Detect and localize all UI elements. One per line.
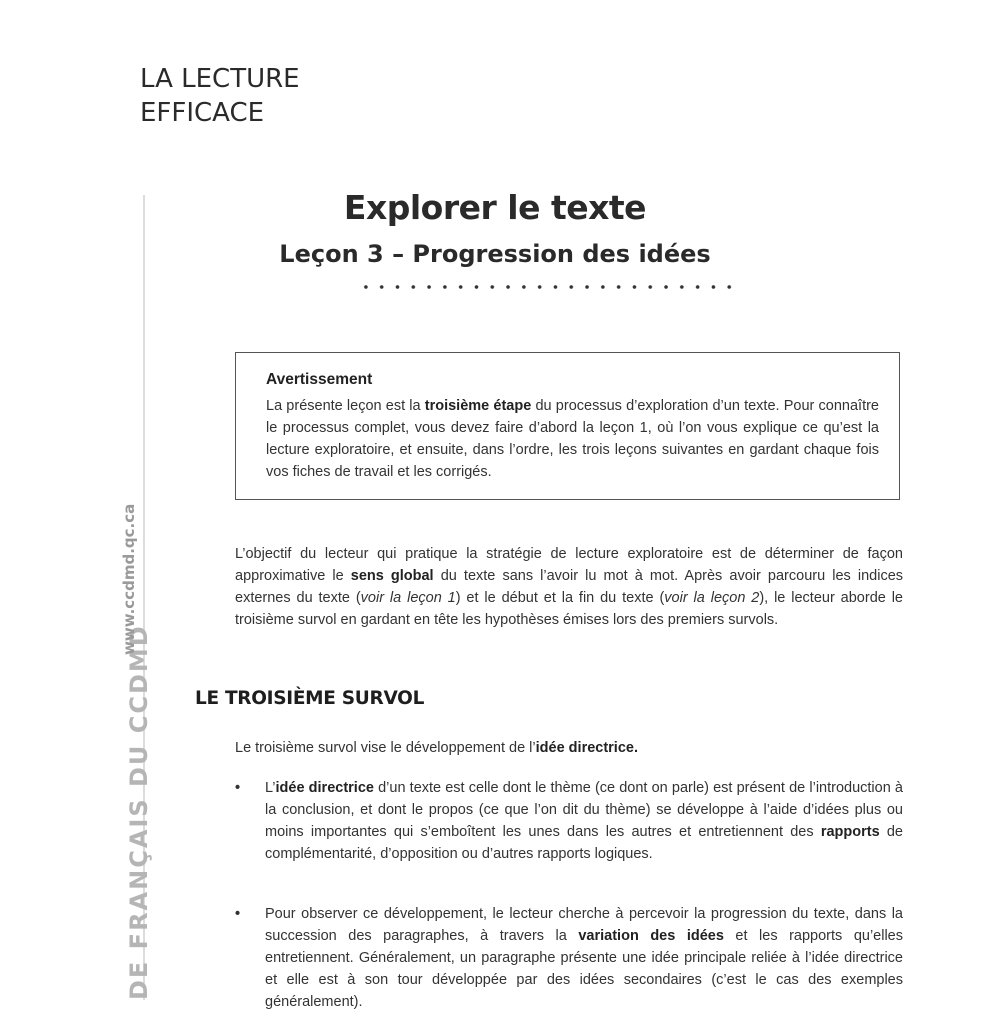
bullet-text-part: et les rapports qu’elles entretiennent. Généralement, un paragraphe présente une idée principale reliée à l’idée directrice et elle est à son tour développée par des idées secondaires (c’est le cas des exemples généralement).: [265, 928, 903, 1010]
bullet-icon: •: [235, 780, 241, 796]
intro-text: ) et le début et la fin du texte (: [455, 590, 665, 606]
section-heading: LE TROISIÈME SURVOL: [195, 688, 425, 709]
margin-rule: [143, 195, 145, 1000]
intro-text: ), le lecteur aborde le troisième survol en gardant en tête les hypothèses émises lors des premiers survols.: [235, 590, 903, 628]
bullet-text-part: de complémentarité, d’opposition ou d’autres rapports logiques.: [265, 824, 903, 862]
sidebar-url: www.ccdmd.qc.ca: [120, 503, 138, 655]
bullet-item: [235, 777, 903, 865]
section-lead: [235, 737, 903, 759]
bullet-icon: •: [235, 906, 241, 922]
intro-text: L’objectif du lecteur qui pratique la stratégie de lecture exploratoire est de déterminer de façon approximative le: [235, 546, 903, 584]
lead-text: Le troisième survol vise le développement de l’: [235, 740, 536, 756]
bullet-text-part: d’un texte est celle dont le thème (ce dont on parle) est présent de l’introduction à la conclusion, et dont le propos (ce que l’on dit du thème) se développe à l’aide d’idées plus ou moins importantes qui s’emboîtent les unes dans les autres et entretiennent des: [265, 780, 903, 840]
bullet-text-part: L’: [265, 780, 276, 796]
notice-emphasis: troisième étape: [424, 398, 532, 414]
bullet-text-part: Pour observer ce développement, le lecteur cherche à percevoir la progression du texte, dans la succession des paragraphes, à travers la: [265, 906, 903, 944]
bullet-text: [265, 777, 903, 865]
notice-text: du processus d’exploration d’un texte. Pour connaître le processus complet, vous devez faire d’abord la leçon 1, où l’on vous explique ce qu’est la lecture exploratoire, et ensuite, dans l’ordre, les trois leçons suivantes en gardant chaque fois vos fiches de travail et les corrigés.: [266, 398, 879, 480]
intro-reference: voir la leçon 2: [664, 590, 760, 606]
page-title: Explorer le texte: [343, 188, 647, 227]
intro-paragraph: [235, 543, 903, 631]
bullet-emphasis: idée directrice: [275, 780, 374, 796]
sidebar-brand: DE FRANÇAIS DU CCDMD: [125, 624, 153, 1000]
notice-text: La présente leçon est la: [266, 398, 425, 414]
bullet-text: [265, 903, 903, 1013]
series-title-line2: EFFICACE: [140, 98, 265, 128]
series-title-line1: LA LECTURE: [140, 64, 300, 94]
notice-heading: Avertissement: [266, 371, 373, 388]
bullet-item: [235, 903, 903, 1013]
notice-body: [266, 395, 879, 483]
dotted-separator: [358, 283, 738, 291]
lead-emphasis: idée directrice.: [535, 740, 638, 756]
bullet-emphasis: rapports: [820, 824, 880, 840]
notice-box: [235, 352, 900, 500]
series-title: [140, 62, 300, 130]
bullet-emphasis: variation des idées: [578, 928, 724, 944]
intro-text: du texte sans l’avoir lu mot à mot. Après avoir parcouru les indices externes du texte (: [235, 568, 904, 606]
lesson-title: Leçon 3 – Progression des idées: [279, 240, 711, 268]
intro-emphasis: sens global: [350, 568, 434, 584]
intro-reference: voir la leçon 1: [360, 590, 456, 606]
